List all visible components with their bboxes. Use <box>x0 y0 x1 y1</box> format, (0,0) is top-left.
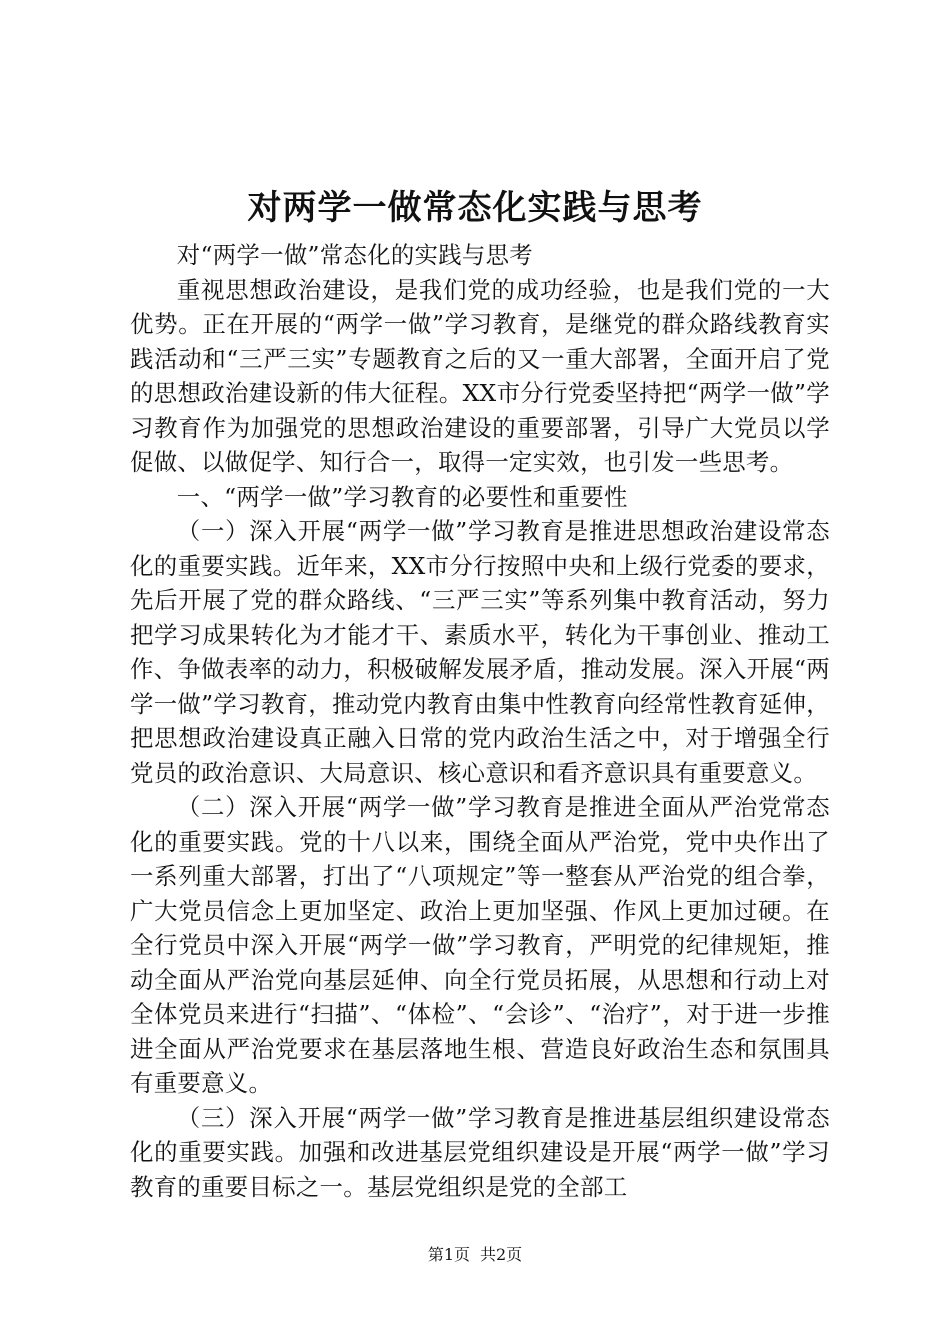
point-two-paragraph: （二）深入开展“两学一做”学习教育是推进全面从严治党常态化的重要实践。党的十八以来，围绕全面从严治党，党中央作出了一系列重大部署，打出了“八项规定”等一整套从严治党的组合拳，广大党员信念上更加坚定、政治上更加坚强、作风上更加过硬。在全行党员中深入开展“两学一做”学习教育，严明党的纪律规矩，推动全面从严治党向基层延伸、向全行党员拓展，从思想和行动上对全体党员来进行“扫描”、“体检”、“会诊”、“治疗”，对于进一步推进全面从严治党要求在基层落地生根、营造良好政治生态和氛围具有重要意义。 <box>130 793 830 1097</box>
page-number: 第1页 <box>427 1245 470 1264</box>
intro-paragraph: 重视思想政治建设，是我们党的成功经验，也是我们党的一大优势。正在开展的“两学一做”学习教育，是继党的群众路线教育实践活动和“三严三实”专题教育之后的又一重大部署，全面开启了党的思想政治建设新的伟大征程。XX市分行党委坚持把“两学一做”学习教育作为加强党的思想政治建设的重要部署，引导广大党员以学促做、以做促学、知行合一，取得一定实效，也引发一些思考。 <box>130 275 830 476</box>
subtitle-paragraph: 对“两学一做”常态化的实践与思考 <box>176 241 533 269</box>
page-footer <box>0 1243 950 1267</box>
page-total: 共2页 <box>480 1245 523 1264</box>
document-title: 对两学一做常态化实践与思考 <box>247 188 703 228</box>
point-one-paragraph: （一）深入开展“两学一做”学习教育是推进思想政治建设常态化的重要实践。近年来，XX市分行按照中央和上级行党委的要求，先后开展了党的群众路线、“三严三实”等系列集中教育活动，努力把学习成果转化为才能才干、素质水平，转化为干事创业、推动工作、争做表率的动力，积极破解发展矛盾，推动发展。深入开展“两学一做”学习教育，推动党内教育由集中性教育向经常性教育延伸，把思想政治建设真正融入日常的党内政治生活之中，对于增强全行党员的政治意识、大局意识、核心意识和看齐意识具有重要意义。 <box>130 517 830 787</box>
document-body <box>130 238 830 1204</box>
section-heading: 一、“两学一做”学习教育的必要性和重要性 <box>176 482 628 511</box>
point-three-paragraph: （三）深入开展“两学一做”学习教育是推进基层组织建设常态化的重要实践。加强和改进基层党组织建设是开展“两学一做”学习教育的重要目标之一。基层党组织是党的全部工 <box>130 1103 830 1201</box>
